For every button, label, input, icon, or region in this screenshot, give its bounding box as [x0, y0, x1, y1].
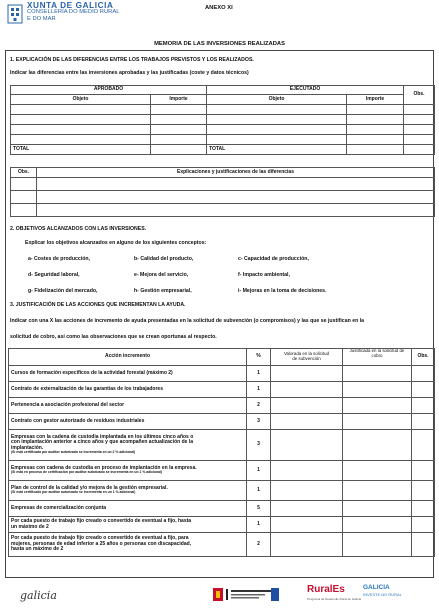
action-cell: [9, 366, 247, 382]
executed-total-label: TOTAL: [207, 145, 347, 155]
section2-instruction: Explicar los objetivos alcanzados en alguno de los siguientes conceptos:: [25, 240, 207, 246]
requested-cell[interactable]: [271, 461, 343, 481]
objective-a: a- Costes de producción,: [28, 256, 90, 262]
action-cell: [9, 430, 247, 461]
requested-cell[interactable]: [271, 430, 343, 461]
table-row: [9, 414, 435, 430]
department-line-2: E DO MAR: [27, 15, 56, 22]
objective-h: h- Gestión empresarial,: [134, 288, 192, 294]
executed-amount-cell[interactable]: [347, 115, 404, 125]
objective-b: b- Calidad del producto,: [134, 256, 194, 262]
total-obs-cell[interactable]: [404, 145, 435, 155]
increments-obs-header: Obs.: [412, 349, 435, 366]
action-cell: [9, 501, 247, 517]
section3-instruction-1: Indicar con una X las acciones de incremento de ayuda presentadas en la solicitud de subvención (o compromisos) y las que se justifican en la: [10, 318, 365, 324]
executed-amount-cell[interactable]: [347, 125, 404, 135]
approved-object-cell[interactable]: [11, 125, 151, 135]
action-text: Por cada puesto de trabajo fijo creado o convertido de eventual a fijo, para: [11, 535, 189, 542]
action-cell: [9, 517, 247, 533]
obs-cell[interactable]: [404, 135, 435, 145]
obs-cell[interactable]: [412, 382, 435, 398]
table-row: [9, 398, 435, 414]
justified-cell[interactable]: [343, 398, 412, 414]
objective-e: e- Mejora del servicio,: [134, 272, 189, 278]
rural-es-logo: RuralEs: [307, 584, 345, 595]
pct-cell: 1: [247, 517, 271, 533]
explain-cell[interactable]: [37, 178, 435, 191]
pct-cell: 1: [247, 481, 271, 501]
table-row: [9, 533, 435, 557]
action-text: mujeres, personas de edad inferior a 25 años o personas con discapacidad,: [11, 540, 192, 547]
table-row: [9, 366, 435, 382]
table-row: [9, 481, 435, 501]
requested-cell[interactable]: [271, 481, 343, 501]
obs-cell[interactable]: [412, 517, 435, 533]
pct-header: %: [247, 349, 271, 366]
obs-cell[interactable]: [412, 414, 435, 430]
section2-heading: 2. OBJETIVOS ALCANZADOS CON LAS INVERSIONES.: [10, 226, 147, 232]
section1-heading: 1. EXPLICACIÓN DE LAS DIFERENCIAS ENTRE LOS TRABAJOS PREVISTOS Y LOS REALIZADOS.: [10, 57, 254, 63]
action-text: Contrato de externalización de las garantías de los trabajadores: [11, 385, 163, 392]
approved-total-label: TOTAL: [11, 145, 151, 155]
pct-cell: 5: [247, 501, 271, 517]
obs-cell[interactable]: [404, 125, 435, 135]
page-footer: [0, 578, 439, 615]
action-cell: [9, 414, 247, 430]
requested-cell[interactable]: [271, 501, 343, 517]
justified-cell[interactable]: [343, 517, 412, 533]
justified-cell[interactable]: [343, 501, 412, 517]
total-row: [11, 145, 435, 155]
table-row: [11, 191, 435, 204]
increments-table: [8, 348, 435, 557]
explain-cell[interactable]: [37, 191, 435, 204]
action-text: Cursos de formación específicos de la actividad forestal (máximo 2): [11, 369, 173, 376]
executed-object-cell[interactable]: [207, 135, 347, 145]
explain-cell[interactable]: [37, 204, 435, 217]
approved-amount-cell[interactable]: [151, 135, 207, 145]
obs-cell[interactable]: [412, 430, 435, 461]
approved-object-cell[interactable]: [11, 135, 151, 145]
approved-amount-cell[interactable]: [151, 125, 207, 135]
approved-amount-cell[interactable]: [151, 115, 207, 125]
page-title: MEMORIA DE LAS INVERSIONES REALIZADAS: [154, 41, 285, 47]
justified-cell[interactable]: [343, 533, 412, 557]
action-text: Empresas con cadena de custodia en proceso de implantación en la empresa.: [11, 464, 197, 471]
pct-cell: 1: [247, 461, 271, 481]
action-text: hasta un máximo de 2: [11, 546, 64, 553]
justified-header: Justificada en la solicitud de cobro: [343, 349, 412, 366]
table-row: [11, 135, 435, 145]
logo-name: XUNTA DE GALICIA: [27, 1, 114, 10]
objective-f: f- Impacto ambiental,: [238, 272, 290, 278]
executed-amount-header: Importe: [347, 95, 404, 105]
executed-amount-cell[interactable]: [347, 105, 404, 115]
table-row: [11, 204, 435, 217]
action-text: un máximo de 2: [11, 523, 49, 530]
action-cell: [9, 398, 247, 414]
department-line-1: CONSELLERÍA DO MEDIO RURAL: [27, 9, 120, 16]
requested-cell[interactable]: [271, 517, 343, 533]
section1-instruction: Indicar las diferencias entre las inversiones aprobadas y las justificadas (coste y datos técnicos): [10, 70, 249, 76]
section3-instruction-2: solicitud de cobro, así como las observaciones que se crean oportunas al respecto.: [10, 334, 217, 340]
executed-object-cell[interactable]: [207, 115, 347, 125]
action-text: implantación.: [11, 444, 44, 451]
obs-cell[interactable]: [412, 398, 435, 414]
explain-obs-cell[interactable]: [11, 204, 37, 217]
table-row: [11, 125, 435, 135]
explanations-table: [10, 167, 435, 217]
approved-total-cell[interactable]: [151, 145, 207, 155]
action-text: con implantación anterior a cinco años y que acompañen actualización de la: [11, 439, 193, 446]
action-header: Acción incremento: [9, 349, 247, 366]
executed-object-header: Objeto: [207, 95, 347, 105]
obs-cell[interactable]: [404, 115, 435, 125]
table-row: [9, 382, 435, 398]
explain-obs-cell[interactable]: [11, 178, 37, 191]
action-note: (Si está en proceso de certificación por auditor autorizado se incrementa en un 1 % adicional): [11, 470, 163, 475]
executed-amount-cell[interactable]: [347, 135, 404, 145]
explain-obs-cell[interactable]: [11, 191, 37, 204]
justified-cell[interactable]: [343, 461, 412, 481]
obs-cell[interactable]: [412, 533, 435, 557]
section3-heading: 3. JUSTIFICACIÓN DE LAS ACCIONES QUE INCREMENTAN LA AYUDA.: [10, 302, 186, 308]
requested-cell[interactable]: [271, 382, 343, 398]
action-text: Por cada puesto de trabajo fijo creado o convertido de eventual a fijo, hasta: [11, 517, 192, 524]
action-text: Empresas de comercialización conjunta: [11, 504, 107, 511]
institution-name: [27, 3, 119, 22]
requested-cell[interactable]: [271, 533, 343, 557]
justified-cell[interactable]: [343, 481, 412, 501]
table-row: [11, 178, 435, 191]
approved-object-header: Objeto: [11, 95, 151, 105]
action-cell: [9, 481, 247, 501]
pct-cell: 3: [247, 430, 271, 461]
explain-header: Explicaciones y justificaciones de las diferencias: [37, 168, 435, 178]
approved-object-cell[interactable]: [11, 105, 151, 115]
obs-cell[interactable]: [412, 366, 435, 382]
rural-es-subtitle: Programa de Desarrollo Rural de Galicia: [307, 597, 362, 601]
government-logo-icon: [213, 586, 279, 604]
pct-cell: 3: [247, 414, 271, 430]
action-note: (Si está certificada por auditor autorizado se incrementa en un 2 % adicional): [11, 450, 136, 455]
page-header: [0, 0, 439, 36]
objective-d: d- Seguridad laboral,: [28, 272, 80, 278]
action-cell: [9, 382, 247, 398]
executed-object-cell[interactable]: [207, 105, 347, 115]
approved-object-cell[interactable]: [11, 115, 151, 125]
pct-cell: 2: [247, 398, 271, 414]
action-text: Contrato con gestor autorizado de residuos industriales: [11, 417, 145, 424]
table-row: [11, 115, 435, 125]
justified-cell[interactable]: [343, 414, 412, 430]
table-row: [9, 430, 435, 461]
obs-cell[interactable]: [412, 481, 435, 501]
requested-header: Valorada en la solicitud de subvención: [271, 349, 343, 366]
approved-header: APROBADO: [11, 86, 207, 95]
requested-cell[interactable]: [271, 366, 343, 382]
obs-cell[interactable]: [404, 105, 435, 115]
approved-amount-cell[interactable]: [151, 105, 207, 115]
table-row: [9, 501, 435, 517]
executed-object-cell[interactable]: [207, 125, 347, 135]
obs-cell[interactable]: [412, 461, 435, 481]
action-cell: [9, 533, 247, 557]
table-row: [11, 105, 435, 115]
justified-cell[interactable]: [343, 366, 412, 382]
justified-cell[interactable]: [343, 382, 412, 398]
action-note: (Si está certificado por auditor autorizado se incrementa en un 1 % adicional): [11, 490, 136, 495]
pct-cell: 1: [247, 382, 271, 398]
obs-header: Obs.: [404, 86, 435, 105]
galicia-logo: galicia: [20, 589, 57, 602]
action-text: Plan de control de la calidad y/o mejora de la gestión empresarial.: [11, 484, 168, 491]
action-text: Pertenencia a asociación profesional del sector: [11, 401, 125, 408]
pct-cell: 2: [247, 533, 271, 557]
objective-c: c- Capacidad de producción,: [238, 256, 309, 262]
justified-cell[interactable]: [343, 430, 412, 461]
table-row: [9, 461, 435, 481]
galicia-rural-logo: GALICIA INVESTE NO RURAL: [363, 584, 402, 597]
pct-cell: 1: [247, 366, 271, 382]
approved-amount-header: Importe: [151, 95, 207, 105]
action-cell: [9, 461, 247, 481]
executed-total-cell[interactable]: [347, 145, 404, 155]
annex-label: ANEXO XI: [205, 5, 233, 11]
explain-obs-header: Obs.: [11, 168, 37, 178]
differences-table: [10, 85, 435, 155]
table-row: [9, 517, 435, 533]
requested-cell[interactable]: [271, 414, 343, 430]
objective-i: i- Mejoras en la toma de decisiones.: [238, 288, 327, 294]
objective-g: g- Fidelización del mercado,: [28, 288, 98, 294]
action-text: Empresas con la cadena de custodia implantada en los últimos cinco años o: [11, 433, 194, 440]
xunta-logo-icon: [7, 3, 23, 25]
executed-header: EJECUTADO: [207, 86, 404, 95]
requested-cell[interactable]: [271, 398, 343, 414]
obs-cell[interactable]: [412, 501, 435, 517]
